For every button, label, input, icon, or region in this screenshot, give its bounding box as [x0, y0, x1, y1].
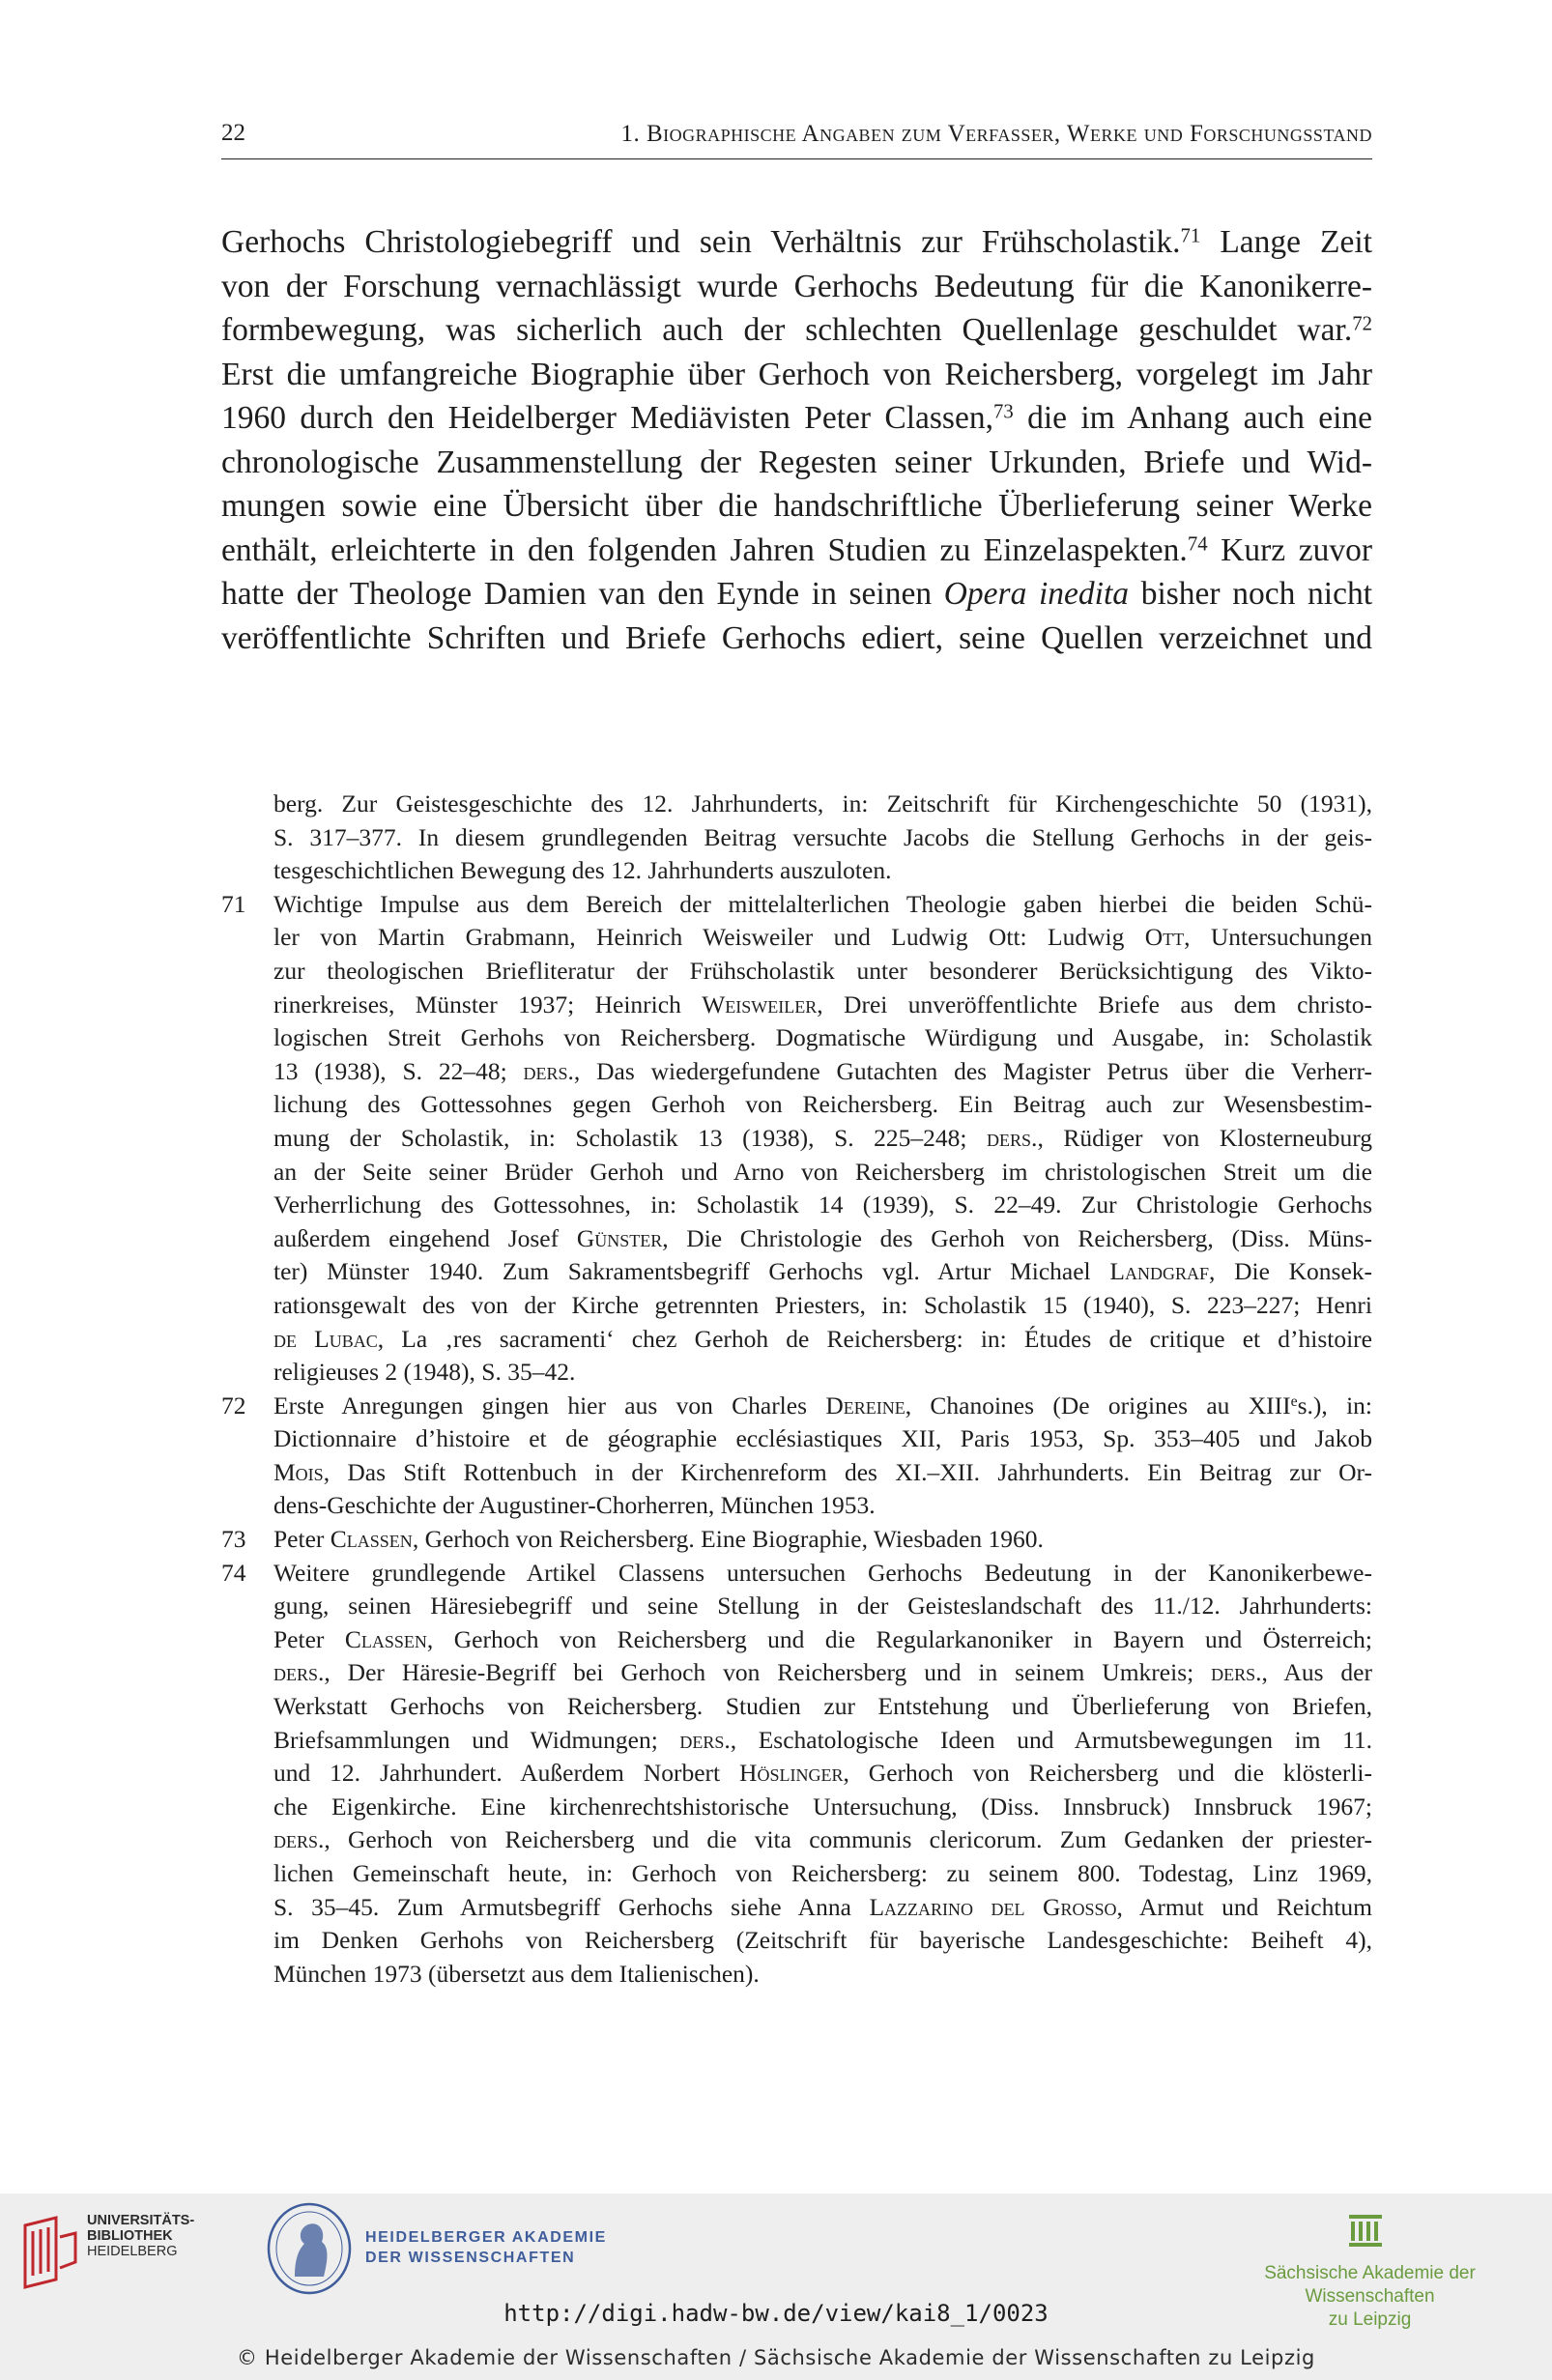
footnote-line: lichung des Gottessohnes gegen Gerhoh von Reichersberg. Ein Beitrag auch zur Wesensbestim- [273, 1090, 1372, 1119]
footnote-line: Briefsammlungen und Widmungen; ders., Eschatologische Ideen und Armutsbewegungen im 11. [273, 1725, 1372, 1754]
hadw-wordmark: HEIDELBERGER AKADEMIE DER WISSENSCHAFTEN [365, 2229, 607, 2266]
footnote-continuation [221, 788, 1372, 888]
footnote-line: gung, seinen Häresiebegriff und seine Stellung in der Geisteslandschaft des 11./12. Jahrhunderts: [273, 1591, 1372, 1620]
main-text [221, 220, 1372, 660]
footnote-line: S. 317–377. In diesem grundlegenden Beitrag versuchte Jacobs die Stellung Gerhochs in der geis- [273, 822, 1372, 851]
footnote-line: Wichtige Impulse aus dem Bereich der mittelalterlichen Theologie gaben hierbei die beiden Schü- [273, 889, 1372, 918]
text-line: 1960 durch den Heidelberger Mediävisten Peter Classen,$^{73}$ die im Anhang auch eine [221, 400, 1372, 436]
footnotes [221, 788, 1372, 1991]
text-line: Erst die umfangreiche Biographie über Gerhoch von Reichersberg, vorgelegt im Jahr [221, 356, 1372, 392]
footnote-line: de Lubac, La ‚res sacramenti‘ chez Gerhoh de Reichersberg: in: Études de critique et d’histoire [273, 1324, 1372, 1353]
text-line: von der Forschung vernachlässigt wurde Gerhochs Bedeutung für die Kanonikerre- [221, 268, 1372, 304]
footnote-ref-72[interactable]: 72 [1352, 312, 1372, 335]
footnote-line: München 1973 (übersetzt aus dem Italienischen). [273, 1959, 760, 1988]
footnote-line: an der Seite seiner Brüder Gerhoh und Arno von Reichersberg im christologischen Streit um die [273, 1157, 1372, 1186]
footnote-73 [221, 1523, 1372, 1557]
hadw-seal-icon[interactable] [266, 2201, 353, 2296]
footnote-line: berg. Zur Geistesgeschichte des 12. Jahrhunderts, in: Zeitschrift für Kirchengeschichte 50 (1931), [273, 789, 1372, 817]
text-line: enthält, erleichterte in den folgenden Jahren Studien zu Einzelaspekten.$^{74}$ Kurz zuvor [221, 531, 1372, 568]
footnote-line: Verherrlichung des Gottessohnes, in: Scholastik 14 (1939), S. 22–49. Zur Christologie Gerhochs [273, 1190, 1372, 1219]
copyright-notice: © Heidelberger Akademie der Wissenschaften / Sächsische Akademie der Wissenschaften zu Leipzig [237, 2346, 1315, 2369]
permalink[interactable]: http://digi.hadw-bw.de/view/kai8_1/0023 [503, 2300, 1049, 2327]
saxon-academy-building-icon[interactable] [1345, 2209, 1386, 2250]
footnote-line: tesgeschichtlichen Bewegung des 12. Jahrhunderts auszuloten. [273, 856, 892, 885]
text-line: hatte der Theologe Damien van den Eynde in seinen Opera inedita bisher noch nicht [221, 576, 1372, 612]
footnote-line: rinerkreises, Münster 1937; Heinrich Weisweiler, Drei unveröffentlichte Briefe aus dem christo- [273, 989, 1372, 1018]
footnote-line: logischen Streit Gerhohs von Reichersberg. Dogmatische Würdigung und Ausgabe, in: Scholastik [273, 1023, 1372, 1052]
footnote-line: Werkstatt Gerhochs von Reichersberg. Studien zur Entstehung und Überlieferung von Briefen, [273, 1692, 1372, 1721]
footnote-line: zur theologischen Briefliteratur der Frühscholastik unter besonderer Berücksichtigung des Vikto- [273, 956, 1372, 985]
footnote-71 [221, 888, 1372, 1390]
footnote-line: mung der Scholastik, in: Scholastik 13 (1938), S. 225–248; ders., Rüdiger von Klosterneuburg [273, 1123, 1372, 1152]
footnote-number: 71 [221, 889, 246, 918]
text-line: mungen sowie eine Übersicht über die handschriftliche Überlieferung seiner Werke [221, 488, 1372, 524]
page-url [0, 2300, 1552, 2327]
footnote-line: ders., Gerhoch von Reichersberg und die vita communis clericorum. Zum Gedanken der priester- [273, 1825, 1372, 1854]
footnote-line: Peter Classen, Gerhoch von Reichersberg. Eine Biographie, Wiesbaden 1960. [273, 1525, 1044, 1554]
footnote-line: S. 35–45. Zum Armutsbegriff Gerhochs siehe Anna Lazzarino del Grosso, Armut und Reichtum [273, 1892, 1372, 1921]
footnote-74 [221, 1557, 1372, 1992]
footnote-line: Erste Anregungen gingen hier aus von Charles Dereine, Chanoines (De origines au XIIIes.), in: [273, 1391, 1372, 1419]
footnote-line: ders., Der Häresie-Begriff bei Gerhoch von Reichersberg und in seinem Umkreis; ders., Aus der [273, 1658, 1372, 1687]
footnote-line: ler von Martin Grabmann, Heinrich Weisweiler und Ludwig Ott: Ludwig Ott, Untersuchungen [273, 923, 1372, 952]
footnote-line: rationsgewalt des von der Kirche getrennten Priesters, in: Scholastik 15 (1940), S. 223–227; Henri [273, 1290, 1372, 1319]
footnote-line: Weitere grundlegende Artikel Classens untersuchen Gerhochs Bedeutung in der Kanonikerbewe- [273, 1558, 1372, 1587]
ub-heidelberg-wordmark: UNIVERSITÄTS- BIBLIOTHEK HEIDELBERG [87, 2213, 195, 2259]
footnote-line: dens-Geschichte der Augustiner-Chorherren, München 1953. [273, 1491, 876, 1520]
footnote-line: ter) Münster 1940. Zum Sakramentsbegriff Gerhochs vgl. Artur Michael Landgraf, Die Konsek- [273, 1257, 1372, 1286]
footnote-number: 74 [221, 1558, 246, 1587]
footnote-ref-74[interactable]: 74 [1187, 532, 1208, 556]
footnote-line: che Eigenkirche. Eine kirchenrechtshistorische Untersuchung, (Diss. Innsbruck) Innsbruck 1967; [273, 1792, 1372, 1821]
page-number: 22 [221, 120, 245, 146]
footnote-line: lichen Gemeinschaft heute, in: Gerhoch von Reichersberg: zu seinem 800. Todestag, Linz 1969, [273, 1859, 1372, 1887]
section-title: 1. Biographische Angaben zum Verfasser, Werke und Forschungsstand [620, 121, 1372, 147]
footnote-line: Peter Classen, Gerhoch von Reichersberg und die Regularkanoniker in Bayern und Österreich; [273, 1624, 1372, 1653]
footnote-line: Dictionnaire d’histoire et de géographie ecclésiastiques XII, Paris 1953, Sp. 353–405 und Jakob [273, 1424, 1372, 1453]
saxon-academy-wordmark: Sächsische Akademie der Wissenschaften zu Leipzig [1264, 2263, 1476, 2330]
footnote-line: und 12. Jahrhundert. Außerdem Norbert Höslinger, Gerhoch von Reichersberg und die klösterli- [273, 1759, 1372, 1788]
running-head [221, 114, 1372, 159]
italic-title: Opera inedita [943, 576, 1130, 612]
footnote-line: religieuses 2 (1948), S. 35–42. [273, 1358, 576, 1387]
footnote-line: im Denken Gerhohs von Reichersberg (Zeitschrift für bayerische Landesgeschichte: Beiheft 4), [273, 1926, 1372, 1955]
text-line: veröffentlichte Schriften und Briefe Gerhochs ediert, seine Quellen verzeichnet und [221, 619, 1372, 656]
footnote-ref-73[interactable]: 73 [992, 400, 1014, 423]
footnote-72 [221, 1390, 1372, 1523]
text-line: Gerhochs Christologiebegriff und sein Verhältnis zur Frühscholastik.$^{71}$ Lange Zeit [221, 224, 1372, 260]
footnote-number: 73 [221, 1525, 246, 1554]
text-line: chronologische Zusammenstellung der Regesten seiner Urkunden, Briefe und Wid- [221, 444, 1372, 480]
footnote-line: 13 (1938), S. 22–48; ders., Das wiedergefundene Gutachten des Magister Petrus über die Verherr- [273, 1056, 1372, 1085]
footnote-ref-71[interactable]: 71 [1180, 224, 1201, 247]
text-line: formbewegung, was sicherlich auch der schlechten Quellenlage geschuldet war.$^{72}$ [221, 312, 1372, 348]
footnote-number: 72 [221, 1391, 246, 1419]
footnote-line: Mois, Das Stift Rottenbuch in der Kirchenreform des XI.–XII. Jahrhunderts. Ein Beitrag zur Or- [273, 1457, 1372, 1486]
footnote-line: außerdem eingehend Josef Günster, Die Christologie des Gerhoh von Reichersberg, (Diss. Müns- [273, 1223, 1372, 1252]
